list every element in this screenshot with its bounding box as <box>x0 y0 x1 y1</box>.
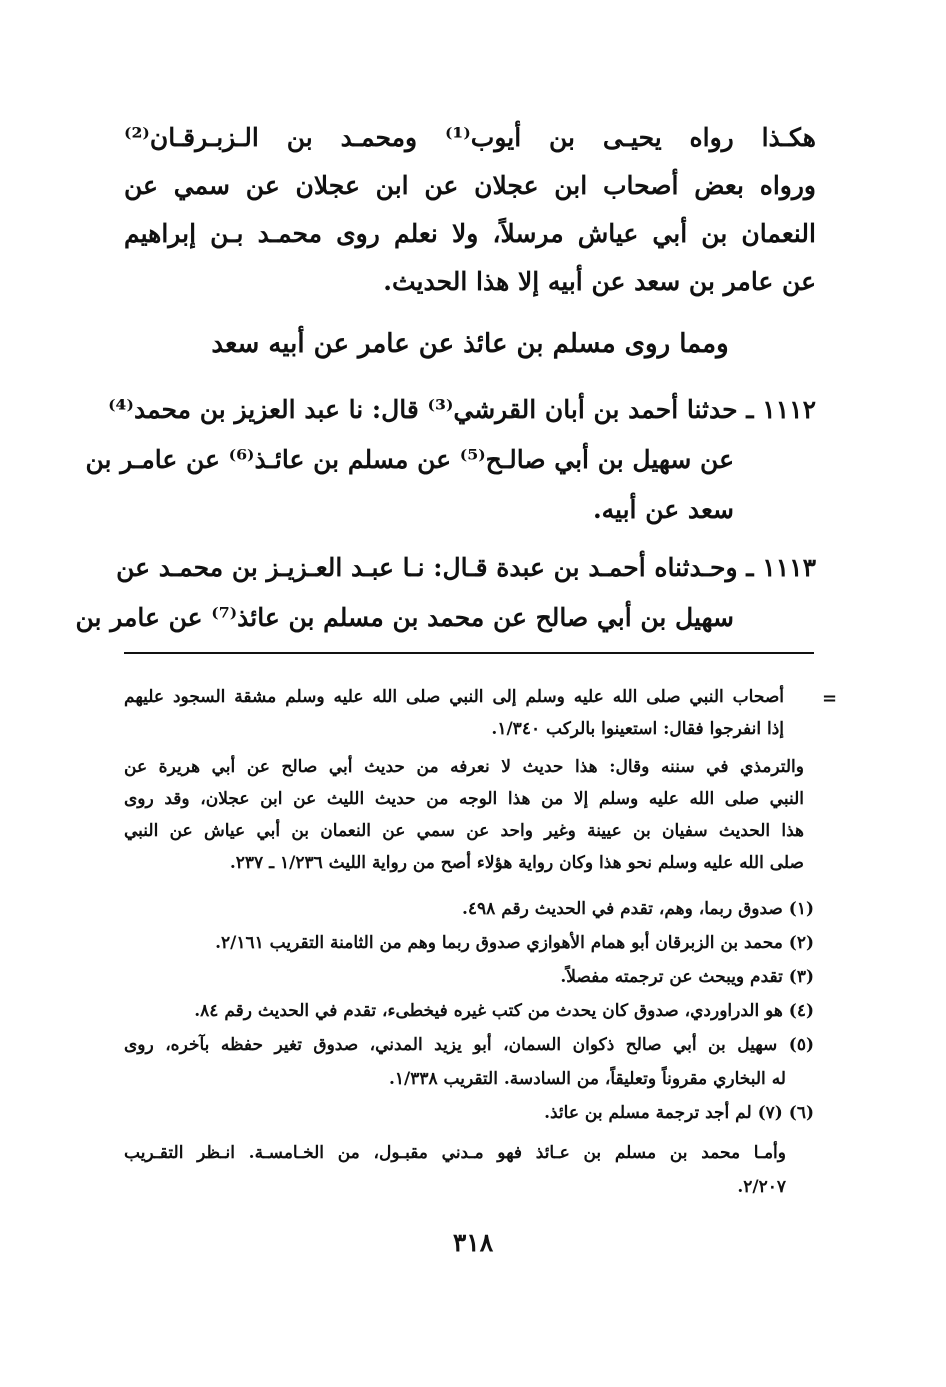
hadith-1112-line-3: سعد عن أبيه. <box>592 495 734 524</box>
body-line-2: ورواه بعض أصحاب ابن عجلان عن ابن عجلان عن سمي عن <box>124 171 816 200</box>
body-line-4: عن عامر بن سعد عن أبيه إلا هذا الحديث. <box>383 267 816 296</box>
body-line-3: النعمان بن أبي عياش مرسلاً، ولا نعلم روى محمـد بـن إبراهيم <box>124 219 816 248</box>
footnote-2: (٢) محمد بن الزبرقان أبو همام الأهوازي صدوق ربما وهم من الثامنة التقريب ٢/١٦١. <box>215 933 814 953</box>
footnote-1: (١) صدوق ربما، وهم، تقدم في الحديث رقم ٤٩٨. <box>461 899 814 919</box>
footnote-4: (٤) هو الدراوردي، صدوق كان يحدث من كتب غيره فيخطىء، تقدم في الحديث رقم ٨٤. <box>194 1001 814 1021</box>
footnote-5-cont: له البخاري مقروناً وتعليقاً، من السادسة. التقريب ١/٣٣٨. <box>388 1069 786 1089</box>
footnote-5: (٥) سهيل بن أبي صالح ذكوان السمان، أبو يزيد المدني، صدوق تغير حفظه بآخره، روى <box>124 1035 814 1055</box>
footnote-line: أصحاب النبي صلى الله عليه وسلم إلى النبي صلى الله عليه وسلم مشقة السجود عليهم <box>124 687 784 707</box>
footnote-6-7-cont: ٢/٢٠٧. <box>737 1177 786 1197</box>
footnote-line: هذا الحديث سفيان بن عيينة وغير واحد عن سمي عن النعمان بن أبي عياش عن النبي <box>124 821 804 841</box>
footnote-separator <box>124 652 814 654</box>
hadith-1113-line-1: ١١١٣ ـ وحـدثناه أحمـد بن عبدة قـال: نـا عبـد العـزيـز بن محمـد عن <box>116 553 816 582</box>
footnote-6-7-cont: وأمـا محمد بن مسلم بن عـائذ فهو مـدني مقبـول، من الخـامسـة. انـظر التقـريب <box>124 1143 786 1163</box>
hadith-1112-line-1: ١١١٢ ـ حدثنا أحمد بن أبان القرشي⁽³⁾ قال: نا عبد العزيز بن محمد⁽⁴⁾ <box>108 395 816 424</box>
footnote-continuation-mark: = <box>822 688 838 709</box>
body-line-1: هكـذا رواه يحيـى بن أيوب⁽¹⁾ ومحمـد بن الـزبـرقـان⁽²⁾ <box>124 123 816 152</box>
section-heading: ومما روى مسلم بن عائذ عن عامر عن أبيه سعد <box>211 329 729 359</box>
footnote-line: إذا انفرجوا فقال: استعينوا بالركب ١/٣٤٠. <box>491 719 784 739</box>
footnote-line: والترمذي في سننه وقال: هذا حديث لا نعرفه من حديث أبي صالح عن أبي هريرة عن <box>124 757 804 777</box>
footnote-6-7: (٦) (٧) لم أجد ترجمة مسلم بن عائذ. <box>544 1103 814 1123</box>
footnote-3: (٣) تقدم ويبحث عن ترجمته مفصلاً. <box>560 967 814 987</box>
footnote-line: النبي صلى الله عليه وسلم إلا من هذا الوجه من حديث الليث عن ابن عجلان، وقد روى <box>124 789 804 809</box>
hadith-1112-line-2: عن سهيل بن أبي صالـح⁽⁵⁾ عن مسلم بن عائـذ⁽⁶⁾ عن عامـر بن <box>85 445 734 474</box>
footnote-line: صلى الله عليه وسلم نحو هذا وكان رواية هؤلاء أصح من رواية الليث ١/٢٣٦ ـ ٢٣٧. <box>229 853 804 873</box>
page-number: ٣١٨ <box>452 1228 494 1257</box>
hadith-1113-line-2: سهيل بن أبي صالح عن محمد بن مسلم بن عائذ⁽⁷⁾ عن عامر بن <box>75 603 734 632</box>
